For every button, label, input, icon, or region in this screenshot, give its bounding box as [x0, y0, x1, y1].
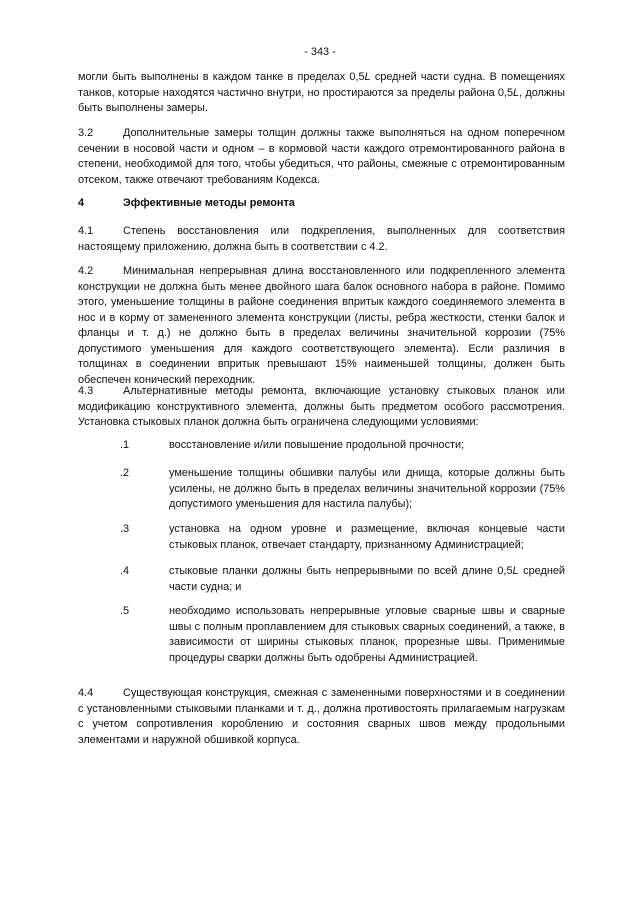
paragraph-number: 4.1 — [78, 225, 94, 237]
section-title: Эффективные методы ремонта — [123, 197, 295, 209]
list-item-text: установка на одном уровне и размещение, включая концевые части стыковых планок, отвечает стандарту, признанному Администрацией; — [169, 523, 565, 551]
list-item-text: уменьшение толщины обшивки палубы или днища, которые должны быть усилены, не должно быть в пределах величины значительной коррозии (75% допустимого уменьшения для настила палубы); — [169, 467, 565, 510]
section-heading-4 — [78, 196, 565, 212]
paragraph-text: Существующая конструкция, смежная с замененными поверхностями и в соединении с установленными стыковыми планками и т. д., должна противостоять прилагаемым нагрузкам с учетом сопротивления короблению и состояния сварных швов между продольными элементами и наружной обшивкой корпуса. — [78, 687, 565, 746]
list-item-text: необходимо использовать непрерывные угловые сварные швы и сварные швы с полным проплавлением для стыковых сварных соединений, а также, в зависимости от ширины стыковых планок, прорезные швы. Применимые процедуры сварки должны быть одобрены Администрацией. — [169, 605, 565, 664]
list-item — [120, 438, 565, 454]
paragraph-3-2 — [78, 126, 565, 188]
paragraph-4-3 — [78, 384, 565, 431]
list-item — [120, 522, 565, 553]
intro-text-1: могли быть выполнены в каждом танке в пределах 0,5 — [78, 71, 365, 83]
paragraph-number: 4.2 — [78, 265, 94, 277]
section-number: 4 — [78, 197, 85, 209]
list-item-marker: .4 — [120, 565, 130, 577]
intro-text-3: , должны быть выполнены замеры. — [78, 86, 565, 114]
paragraph-4-2 — [78, 264, 565, 388]
paragraph-number: 4.3 — [78, 385, 94, 397]
paragraph-text: Минимальная непрерывная длина восстановленного или подкрепленного элемента конструкции не должна быть менее двойного шага балок основного набора в районе. Помимо этого, уменьшение толщины в районе соединения впритык каждого соединяемого элемента в нос и в корму от замененного элемента конструкции (листы, ребра жесткости, стенки балок и фланцы и т. д.) не должно быть в пределах величины значительной коррозии (75% допустимого уменьшения для каждого соответствующего элемента). Если различия в толщинах в соединении впритык превышают 15% наименьшей толщины, должен быть обеспечен конический переходник. — [78, 265, 565, 386]
intro-italic-L-1: L — [364, 71, 371, 83]
list-item-text-part: средней части судна; и — [169, 565, 565, 593]
list-item — [120, 604, 565, 666]
intro-italic-L-2: L — [513, 86, 520, 99]
list-item — [120, 466, 565, 513]
list-item — [120, 564, 565, 595]
list-item-text-part: стыковые планки должны быть непрерывными по всей длине 0,5 — [169, 565, 513, 577]
paragraph-text: Дополнительные замеры толщин должны также выполняться на одном поперечном сечении в носовой части и одном – в кормовой части каждого отремонтированного района в степени, необходимой для того, чтобы убедиться, что районы, смежные с отремонтированным отсеком, также отвечают требованиям Кодекса. — [78, 127, 565, 186]
paragraph-4-4 — [78, 686, 565, 748]
list-item-text: восстановление и/или повышение продольной прочности; — [169, 439, 465, 451]
list-item-marker: .1 — [120, 439, 130, 451]
paragraph-4-1 — [78, 224, 565, 255]
intro-text-2: средней части судна. В помещениях танков, которые находятся частично внутри, но простираются за пределы района 0,5 — [78, 71, 565, 99]
list-item-marker: .3 — [120, 523, 130, 535]
paragraph-continuation — [78, 70, 565, 117]
list-item-marker: .2 — [120, 467, 130, 479]
list-item-marker: .5 — [120, 605, 130, 617]
paragraph-text: Степень восстановления или подкрепления, выполненных для соответствия настоящему приложению, должна быть в соответствии с 4.2. — [78, 225, 565, 253]
list-item-text — [169, 564, 565, 595]
paragraph-number: 3.2 — [78, 127, 94, 139]
italic-L: L — [512, 565, 519, 577]
page-number: - 343 - — [304, 46, 336, 58]
paragraph-text: Альтернативные методы ремонта, включающие установку стыковых планок или модификацию конструктивного элемента, должны быть предметом особого рассмотрения. Установка стыковых планок должна быть ограничена следующими условиями: — [78, 385, 565, 428]
paragraph-number: 4.4 — [78, 687, 94, 699]
